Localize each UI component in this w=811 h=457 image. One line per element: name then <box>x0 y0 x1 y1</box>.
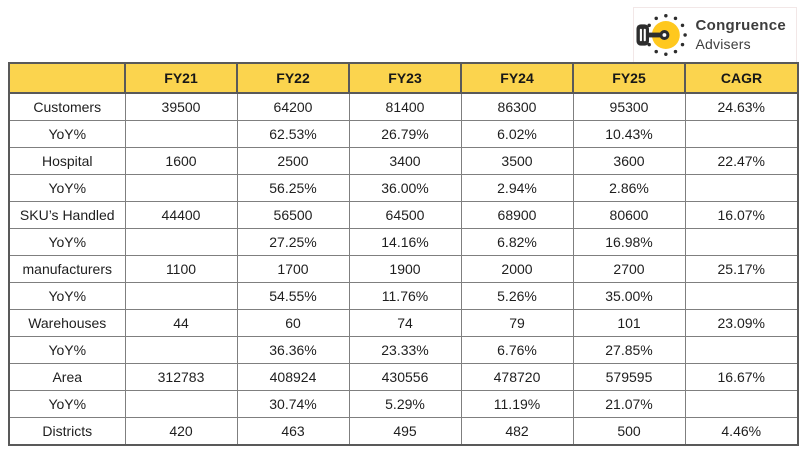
header-row <box>9 63 798 93</box>
data-cell: 2700 <box>573 256 685 283</box>
data-cell: 16.67% <box>685 364 798 391</box>
data-cell: 74 <box>349 310 461 337</box>
data-cell <box>685 391 798 418</box>
data-cell: 6.82% <box>461 229 573 256</box>
data-cell: 21.07% <box>573 391 685 418</box>
data-cell: 25.17% <box>685 256 798 283</box>
data-cell <box>125 391 237 418</box>
data-cell: 14.16% <box>349 229 461 256</box>
row-label: YoY% <box>9 121 125 148</box>
data-cell <box>685 337 798 364</box>
row-label: YoY% <box>9 175 125 202</box>
data-cell <box>125 337 237 364</box>
data-cell: 5.26% <box>461 283 573 310</box>
data-cell: 35.00% <box>573 283 685 310</box>
key-gear-icon <box>636 10 688 60</box>
row-label: YoY% <box>9 337 125 364</box>
logo-name-line2: Advisers <box>695 35 751 52</box>
data-cell: 463 <box>237 418 349 446</box>
table-row <box>9 229 798 256</box>
data-cell <box>685 121 798 148</box>
data-cell: 81400 <box>349 93 461 121</box>
data-cell: 312783 <box>125 364 237 391</box>
data-cell: 44400 <box>125 202 237 229</box>
row-label: YoY% <box>9 229 125 256</box>
table-row <box>9 148 798 175</box>
data-cell: 44 <box>125 310 237 337</box>
data-cell: 5.29% <box>349 391 461 418</box>
data-cell <box>685 283 798 310</box>
row-label: Area <box>9 364 125 391</box>
row-label: YoY% <box>9 283 125 310</box>
row-label: SKU’s Handled <box>9 202 125 229</box>
data-cell: 10.43% <box>573 121 685 148</box>
table-row <box>9 364 798 391</box>
data-cell: 1100 <box>125 256 237 283</box>
header-cell-fy25: FY25 <box>573 63 685 93</box>
data-cell <box>125 229 237 256</box>
data-cell <box>125 175 237 202</box>
data-cell: 500 <box>573 418 685 446</box>
logo-text <box>695 17 786 53</box>
data-cell: 64200 <box>237 93 349 121</box>
data-cell: 24.63% <box>685 93 798 121</box>
table-body <box>9 93 798 445</box>
data-cell: 2.94% <box>461 175 573 202</box>
data-cell: 482 <box>461 418 573 446</box>
data-cell <box>685 229 798 256</box>
data-cell: 408924 <box>237 364 349 391</box>
data-cell: 60 <box>237 310 349 337</box>
data-cell: 56500 <box>237 202 349 229</box>
data-cell: 79 <box>461 310 573 337</box>
data-cell: 6.02% <box>461 121 573 148</box>
data-cell: 478720 <box>461 364 573 391</box>
row-label: YoY% <box>9 391 125 418</box>
data-cell: 27.25% <box>237 229 349 256</box>
data-cell: 64500 <box>349 202 461 229</box>
row-label: Customers <box>9 93 125 121</box>
data-cell: 62.53% <box>237 121 349 148</box>
data-cell: 2.86% <box>573 175 685 202</box>
data-cell: 101 <box>573 310 685 337</box>
data-cell: 579595 <box>573 364 685 391</box>
header-cell-fy22: FY22 <box>237 63 349 93</box>
metrics-table <box>8 62 799 446</box>
data-cell: 86300 <box>461 93 573 121</box>
data-cell <box>125 121 237 148</box>
data-cell: 30.74% <box>237 391 349 418</box>
data-cell: 2000 <box>461 256 573 283</box>
data-cell: 95300 <box>573 93 685 121</box>
row-label: Hospital <box>9 148 125 175</box>
row-label: Districts <box>9 418 125 446</box>
data-cell: 39500 <box>125 93 237 121</box>
data-cell: 68900 <box>461 202 573 229</box>
table-row <box>9 283 798 310</box>
table-row <box>9 121 798 148</box>
header-cell-cagr: CAGR <box>685 63 798 93</box>
row-label: Warehouses <box>9 310 125 337</box>
data-cell: 420 <box>125 418 237 446</box>
table-row <box>9 202 798 229</box>
data-cell: 4.46% <box>685 418 798 446</box>
table-row <box>9 310 798 337</box>
data-cell: 36.36% <box>237 337 349 364</box>
data-cell: 1600 <box>125 148 237 175</box>
header-cell-fy21: FY21 <box>125 63 237 93</box>
data-cell: 1900 <box>349 256 461 283</box>
data-cell: 36.00% <box>349 175 461 202</box>
data-cell: 495 <box>349 418 461 446</box>
header-cell-fy24: FY24 <box>461 63 573 93</box>
data-cell: 11.19% <box>461 391 573 418</box>
data-cell: 27.85% <box>573 337 685 364</box>
table-row <box>9 418 798 446</box>
data-cell: 54.55% <box>237 283 349 310</box>
data-cell: 80600 <box>573 202 685 229</box>
data-cell: 23.09% <box>685 310 798 337</box>
table-row <box>9 93 798 121</box>
data-cell: 16.98% <box>573 229 685 256</box>
data-cell: 56.25% <box>237 175 349 202</box>
data-cell: 1700 <box>237 256 349 283</box>
data-cell <box>685 175 798 202</box>
data-cell: 6.76% <box>461 337 573 364</box>
data-cell: 2500 <box>237 148 349 175</box>
data-cell: 11.76% <box>349 283 461 310</box>
logo-name-line1: Congruence <box>695 16 786 34</box>
table-row <box>9 391 798 418</box>
data-cell: 3400 <box>349 148 461 175</box>
data-cell: 430556 <box>349 364 461 391</box>
data-cell: 16.07% <box>685 202 798 229</box>
data-cell <box>125 283 237 310</box>
row-label: manufacturers <box>9 256 125 283</box>
data-cell: 3500 <box>461 148 573 175</box>
table-row <box>9 337 798 364</box>
corner-header-cell <box>9 63 125 93</box>
data-cell: 26.79% <box>349 121 461 148</box>
congruence-advisers-logo <box>633 7 797 63</box>
table-row <box>9 256 798 283</box>
header-cell-fy23: FY23 <box>349 63 461 93</box>
data-cell: 23.33% <box>349 337 461 364</box>
table-row <box>9 175 798 202</box>
data-cell: 3600 <box>573 148 685 175</box>
data-cell: 22.47% <box>685 148 798 175</box>
